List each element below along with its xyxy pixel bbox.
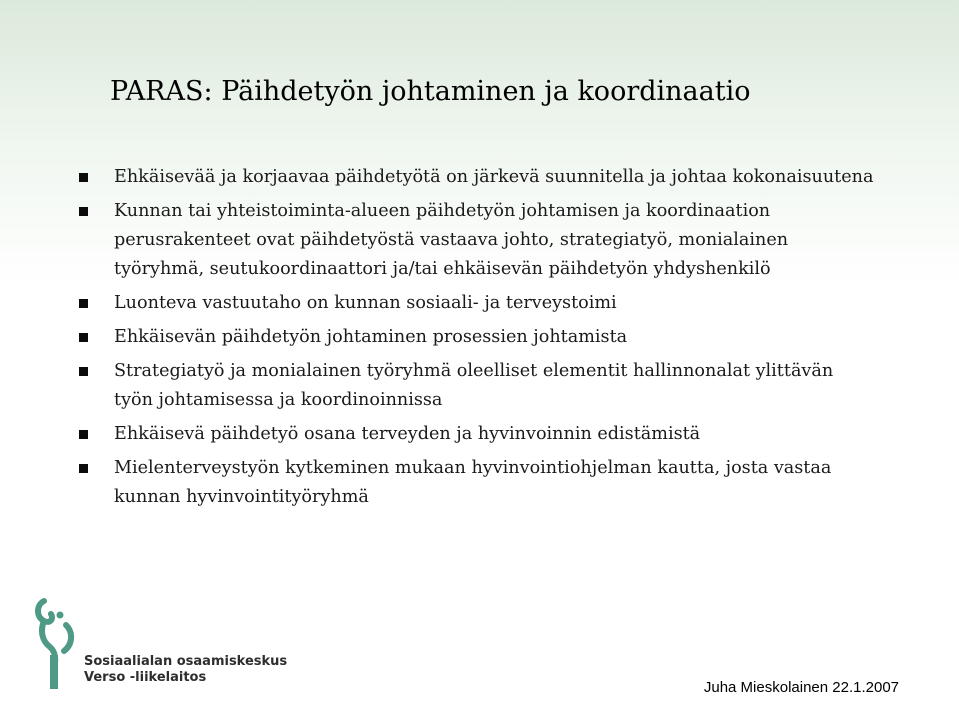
bullet-square-icon bbox=[79, 299, 88, 308]
bullet-text: Strategiatyö ja monialainen työryhmä oleelliset elementit hallinnonalat ylittävän työn johtamisessa ja koordinoinnissa bbox=[114, 361, 834, 410]
bullet-item-5 bbox=[76, 357, 876, 415]
bullet-square-icon bbox=[79, 464, 88, 473]
bullet-text: Luonteva vastuutaho on kunnan sosiaali- ja terveystoimi bbox=[114, 293, 617, 313]
organization-logo bbox=[30, 597, 290, 692]
bullet-square-icon bbox=[79, 367, 88, 376]
bullet-item-2 bbox=[76, 197, 876, 284]
bullet-text: Ehkäisevää ja korjaavaa päihdetyötä on järkevä suunnitella ja johtaa kokonaisuutena bbox=[114, 167, 874, 187]
bullet-square-icon bbox=[79, 430, 88, 439]
bullet-item-3 bbox=[76, 289, 876, 318]
bullet-item-6 bbox=[76, 420, 876, 449]
bullet-item-1 bbox=[76, 163, 876, 192]
footer-author-date: Juha Mieskolainen 22.1.2007 bbox=[703, 679, 899, 696]
bullet-text: Ehkäisevän päihdetyön johtaminen prosessien johtamista bbox=[114, 327, 628, 347]
bullet-text: Ehkäisevä päihdetyö osana terveyden ja hyvinvoinnin edistämistä bbox=[114, 424, 701, 444]
logo-text-organization: Sosiaalialan osaamiskeskus bbox=[84, 654, 288, 669]
bullet-square-icon bbox=[79, 173, 88, 182]
bullet-square-icon bbox=[79, 333, 88, 342]
stylized-tree-figure-icon bbox=[30, 597, 88, 689]
bullet-text: Kunnan tai yhteistoiminta-alueen päihdetyön johtamisen ja koordinaation perusrakenteet ovat päihdetyöstä vastaava johto, strategiatyö, monialainen työryhmä, seutukoordinaattori ja/tai ehkäisevän päihdetyön yhdyshenkilö bbox=[114, 201, 789, 279]
bullet-list bbox=[76, 163, 876, 517]
slide-title: PARAS: Päihdetyön johtaminen ja koordinaatio bbox=[110, 76, 751, 108]
logo-text-department: Verso -liikelaitos bbox=[84, 670, 207, 685]
bullet-item-7 bbox=[76, 454, 876, 512]
bullet-square-icon bbox=[79, 207, 88, 216]
bullet-item-4 bbox=[76, 323, 876, 352]
bullet-text: Mielenterveystyön kytkeminen mukaan hyvinvointiohjelman kautta, josta vastaa kunnan hyvinvointityöryhmä bbox=[114, 458, 832, 507]
